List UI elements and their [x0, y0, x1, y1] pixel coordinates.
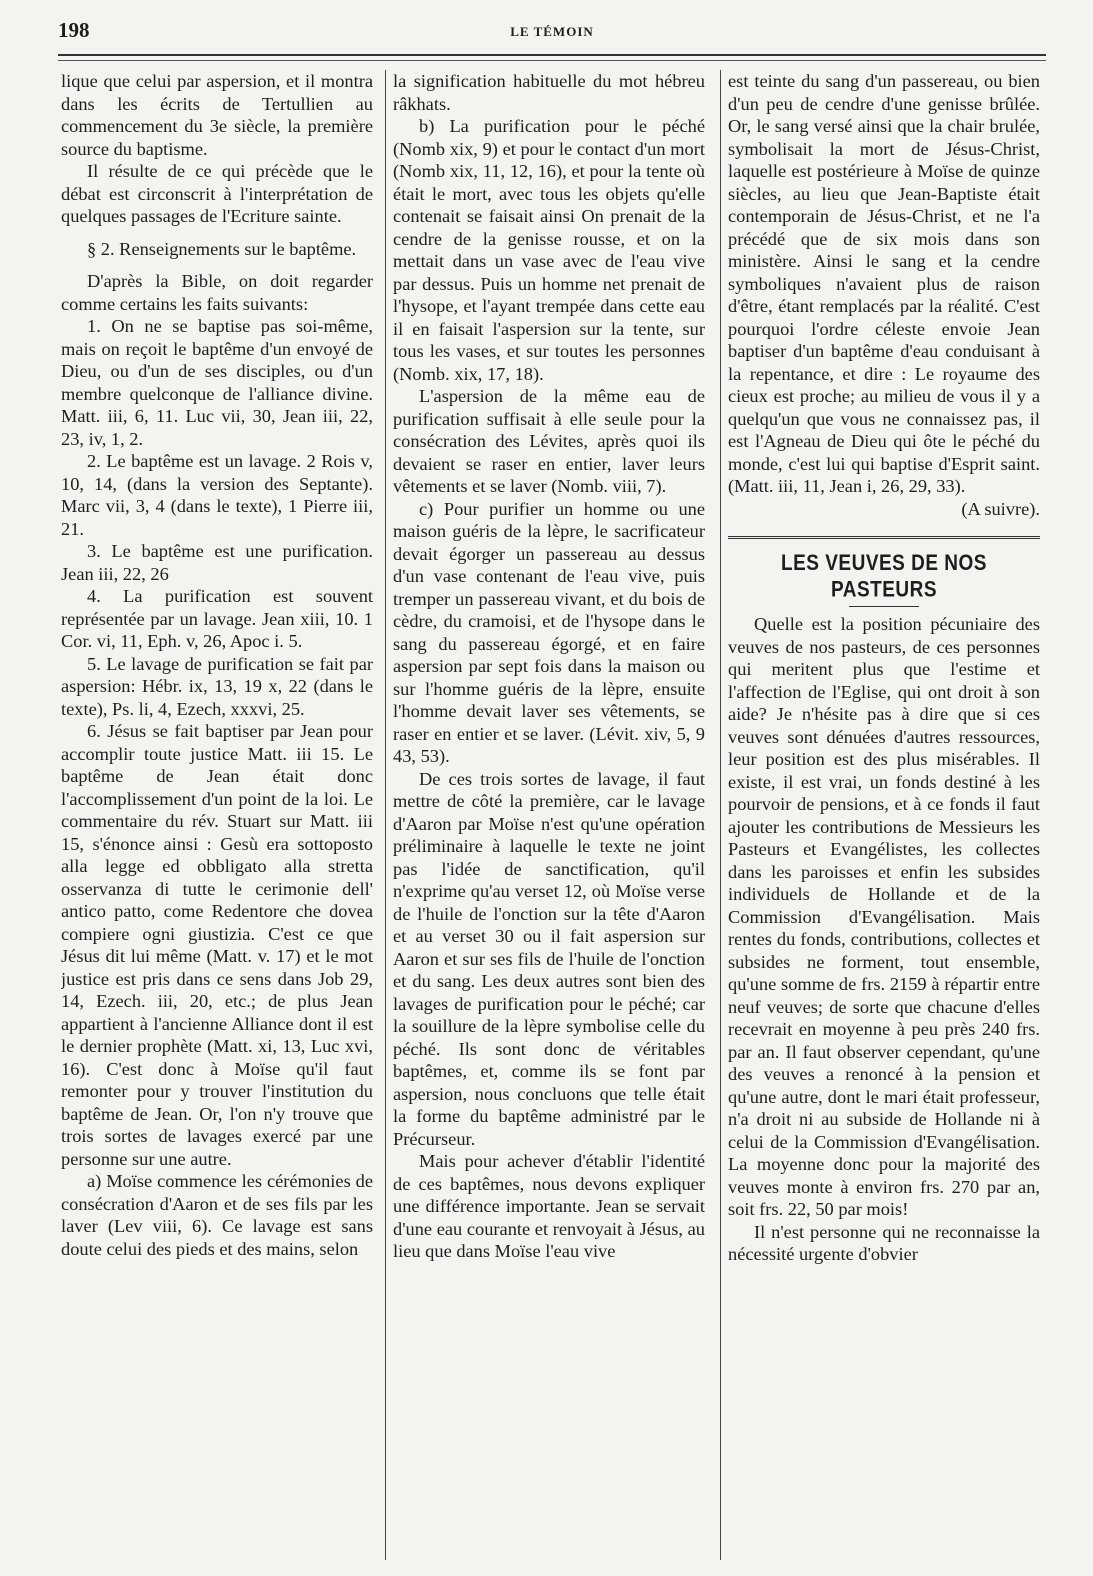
running-title: LE TÉMOIN — [510, 24, 594, 39]
text-column-2 — [393, 70, 705, 1570]
paragraph: Il résulte de ce qui précède que le débat est circonscrit à l'interprétation de quelques passages de l'Ecriture sainte. — [61, 161, 373, 226]
paragraph: D'après la Bible, on doit regarder comme certains les faits suivants: — [61, 271, 373, 314]
title-underline — [849, 606, 919, 607]
section-rule — [728, 536, 1040, 539]
paragraph: a) Moïse commence les cérémonies de consécration d'Aaron et de ses fils par les laver (Lev viii, 6). Ce lavage est sans doute celui des pieds et des mains, selon — [61, 1171, 373, 1259]
paragraph: est teinte du sang d'un passereau, ou bien d'un peu de cendre d'une genisse brûlée. Or, le sang versé ainsi que la chair brulée, symbolisait la mort de Jésus-Christ, laquelle est postérieure à Moïse de quinze siècles, au lieu que Jean-Baptiste était contemporain de Jésus-Christ, et ne l'a précédé que de six mois dans son ministère. Ainsi le sang et la cendre symboliques n'avaient plus de raison d'être, étant remplacés par la réalité. C'est pourquoi l'ordre céleste envoie Jean baptiser d'un baptême d'eau conduisant à la repentance, et dire : Le royaume des cieux est proche; au milieu de vous il y a quelqu'un que vous ne connaissez pas, il est l'Agneau de Dieu qui ôte le péché du monde, c'est lui qui baptise d'Esprit saint. (Matt. iii, 11, Jean i, 26, 29, 33). — [728, 71, 1040, 496]
paragraph: Mais pour achever d'établir l'identité de ces baptêmes, nous devons expliquer une différence importante. Jean se servait d'une eau courante et renvoyait à Jésus, au lieu que dans Moïse l'eau vive — [393, 1151, 705, 1261]
paragraph: De ces trois sortes de lavage, il faut mettre de côté la première, car le lavage d'Aaron par Moïse n'est qu'une opération préliminaire à laquelle le texte ne joint pas l'idée de sanctification, qu'il n'exprime qu'au verset 12, où Moïse verse de l'huile de l'onction sur la tête d'Aaron et au verset 30 ou il fait aspersion sur Aaron et sur ses fils de l'huile de l'onction et du sang. Les deux autres sont bien des lavages de purification pour le péché; car la souillure de la lèpre symbolise celle du péché. Ils sont donc de véritables baptêmes, et, comme ils se font par aspersion, nous concluons que telle était la forme du baptême administré par le Précurseur. — [393, 768, 705, 1149]
paragraph: 2. Le baptême est un lavage. 2 Rois v, 10, 14, (dans la version des Septante). Marc vii, 3, 4 (dans le texte), 1 Pierre iii, 21. — [61, 451, 373, 539]
page-header — [58, 18, 1046, 44]
header-rule-thin — [58, 60, 1046, 61]
paragraph: c) Pour purifier un homme ou une maison guéris de la lèpre, le sacrificateur devait égorger un passereau au dessus d'un vase contenant de l'eau vive, puis tremper un passereau vivant, et du bois de cèdre, du cramoisi, et de l'hysope dans le sang du passereau égorgé, et en faire aspersion par sept fois dans la maison ou sur l'homme guéris de la lèpre, ensuite l'homme devait laver ses vêtements, se raser en entier et se laver. (Lévit. xiv, 5, 9 43, 53). — [393, 498, 705, 766]
paragraph: la signification habituelle du mot hébreu râkhats. — [393, 71, 705, 114]
paragraph: 4. La purification est souvent représentée par un lavage. Jean xiii, 10. 1 Cor. vi, 11, Eph. v, 26, Apoc i. 5. — [61, 586, 373, 651]
paragraph: 5. Le lavage de purification se fait par aspersion: Hébr. ix, 13, 19 x, 22 (dans le texte), Ps. li, 4, Ezech, xxxvi, 25. — [61, 653, 373, 719]
paragraph: Quelle est la position pécuniaire des veuves de nos pasteurs, de ces personnes qui meritent plus que l'estime et l'affection de l'Eglise, qui ont droit à son aide? Je n'hésite pas à dire que si ces veuves sont dénuées d'autres ressources, leur position est des plus misérables. Il existe, il est vrai, un fonds destiné à les pourvoir de pensions, et à ce fonds il faut ajouter les contributions de Messieurs les Pasteurs et Evangélistes, les collectes dans les paroisses et enfin les subsides individuels de Hollande et de la Commission d'Evangélisation. Mais rentes du fonds, contributions, collectes et subsides ne forment, tout ensemble, qu'une somme de frs. 2159 à répartir entre neuf veuves; de sorte que chacune d'elles recevrait en moyenne à peu près 240 frs. par an. Il faut observer cependant, qu'une des veuves a renoncé à la pension et qu'une autre, dont le mari était professeur, n'a droit ni au subside de Hollande ni à celui de la Commission d'Evangélisation. La moyenne donc pour la majorité des veuves monte à environ frs. 270 par an, soit frs. 22, 50 par mois! — [728, 614, 1040, 1219]
column-divider — [385, 70, 386, 1560]
paragraph: 3. Le baptême est une purification. Jean iii, 22, 26 — [61, 541, 373, 584]
paragraph: Il n'est personne qui ne reconnaisse la nécessité urgente d'obvier — [728, 1221, 1040, 1264]
paragraph: L'aspersion de la même eau de purification suffisait à elle seule pour la consécration des Lévites, après quoi ils devaient se raser en entier, laver leurs vêtements et se laver (Nomb. viii, 7). — [393, 386, 705, 496]
section-heading: § 2. Renseignements sur le baptême. — [87, 238, 357, 259]
header-rule — [58, 54, 1046, 56]
column-divider — [720, 70, 721, 1560]
page-number: 198 — [58, 18, 90, 42]
text-column-1 — [61, 70, 373, 1570]
paragraph: 1. On ne se baptise pas soi-même, mais on reçoit le baptême d'un envoyé de Dieu, ou d'un de ses disciples, ou d'un membre quelconque de l'alliance divine. Matt. iii, 6, 11. Luc vii, 30, Jean iii, 22, 23, iv, 1, 2. — [61, 316, 373, 449]
paragraph: b) La purification pour le péché (Nomb xix, 9) et pour le contact d'un mort (Nomb xix, 11, 12, 16), et pour la tente où était le mort, avec tous les objets qu'elle contenait se faisait ainsi On prenait de la cendre de la genisse rousse, et on la mettait dans un vase avec de l'eau vive par dessus. Puis un homme net prenait de l'hysope, et l'ayant trempée dans cette eau il en faisait l'aspersion sur la tente, sur tous les vases, et sur toutes les personnes (Nomb. xix, 17, 18). — [393, 116, 705, 384]
paragraph: 6. Jésus se fait baptiser par Jean pour accomplir toute justice Matt. iii 15. Le baptême de Jean était donc l'accomplissement d'un point de la loi. Le commentaire du rév. Stuart sur Matt. iii 15, s'énonce ainsi : Gesù era sottoposto alla legge ed obbligato alla stretta osservanza di tutte le cerimonie dell' antico patto, come Redentore che dovea compiere ogni giustizia. C'est ce que Jésus dit lui même (Matt. v. 17) et le mot justice est pris dans ce sens dans Job 29, 14, Ezech. iii, 20, etc.; de plus Jean appartient à l'ancienne Alliance dont il est le dernier prophète (Matt. xi, 13, Luc xvi, 16). C'est donc à Moïse qu'il faut remonter pour y trouver l'institution du baptême de Jean. Or, l'on n'y trouve que trois sortes de lavages exercé par une personne sur une autre. — [61, 721, 373, 1169]
text-column-3 — [728, 70, 1040, 1570]
article-title: LES VEUVES DE NOS PASTEURS — [781, 551, 987, 602]
paragraph: lique que celui par aspersion, et il montra dans les écrits de Tertullien au commencement du 3e siècle, la première source du baptisme. — [61, 71, 373, 159]
to-be-continued: (A suivre). — [961, 498, 1040, 519]
